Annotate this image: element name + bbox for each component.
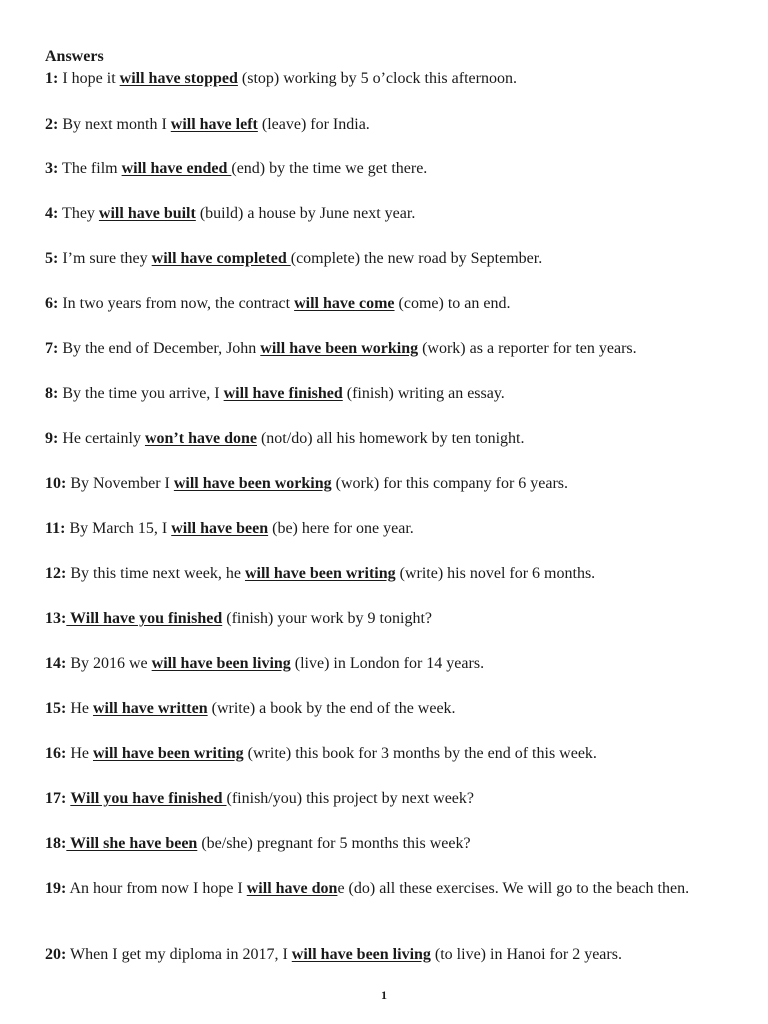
answer-text: will have been living bbox=[291, 946, 431, 963]
answer-text: will have been writing bbox=[92, 745, 244, 762]
answer-line-20 bbox=[45, 944, 735, 966]
answer-line-18 bbox=[45, 833, 735, 855]
sentence-before: I hope it bbox=[58, 70, 120, 87]
answer-text: will have been writing bbox=[244, 565, 396, 582]
sentence-before: I’m sure they bbox=[58, 250, 152, 267]
answer-line-16 bbox=[45, 743, 735, 765]
item-number: 12: bbox=[45, 565, 67, 582]
sentence-before: He certainly bbox=[58, 430, 145, 447]
answer-text: will have been working bbox=[260, 340, 419, 357]
answer-text: will have come bbox=[294, 295, 395, 312]
sentence-after: (finish) writing an essay. bbox=[342, 385, 505, 402]
answer-line-14 bbox=[45, 653, 735, 675]
answer-line-17 bbox=[45, 788, 735, 810]
answer-text: will have been living bbox=[151, 655, 291, 672]
answer-line-10 bbox=[45, 473, 735, 495]
answer-text: will have built bbox=[98, 205, 196, 222]
sentence-after: (finish/you) this project by next week? bbox=[226, 790, 475, 807]
answer-line-6 bbox=[45, 293, 735, 315]
item-number: 8: bbox=[45, 385, 59, 402]
answer-text: will have been bbox=[171, 520, 269, 537]
answer-line-2 bbox=[45, 114, 735, 136]
answer-text: will have written bbox=[92, 700, 208, 717]
answer-text: will have completed bbox=[151, 250, 291, 267]
item-number: 6: bbox=[45, 295, 59, 312]
page-number: 1 bbox=[381, 988, 387, 1002]
item-number: 19: bbox=[45, 880, 67, 897]
answer-text: Will have you finished bbox=[66, 610, 223, 627]
answer-text: Will she have been bbox=[66, 835, 198, 852]
answer-text: will have finished bbox=[223, 385, 343, 402]
answer-line-11 bbox=[45, 518, 735, 540]
item-number: 10: bbox=[45, 475, 67, 492]
item-number: 16: bbox=[45, 745, 67, 762]
sentence-before: By March 15, I bbox=[65, 520, 172, 537]
item-number: 3: bbox=[45, 160, 59, 177]
item-number: 1: bbox=[45, 70, 59, 87]
sentence-after: (work) for this company for 6 years. bbox=[331, 475, 569, 492]
sentence-before: By the end of December, John bbox=[58, 340, 261, 357]
sentence-before: By next month I bbox=[58, 116, 171, 133]
sentence-before: By November I bbox=[66, 475, 174, 492]
item-number: 13: bbox=[45, 610, 67, 627]
sentence-after: (write) this book for 3 months by the end of this week. bbox=[243, 745, 597, 762]
answer-line-19 bbox=[45, 878, 735, 900]
sentence-before: By 2016 we bbox=[66, 655, 152, 672]
sentence-after: (write) a book by the end of the week. bbox=[207, 700, 456, 717]
sentence-before: By the time you arrive, I bbox=[58, 385, 224, 402]
sentence-after: (not/do) all his homework by ten tonight. bbox=[256, 430, 525, 447]
answer-text: will have been working bbox=[173, 475, 332, 492]
answer-text: will have don bbox=[246, 880, 338, 897]
item-number: 9: bbox=[45, 430, 59, 447]
sentence-after: (work) as a reporter for ten years. bbox=[418, 340, 637, 357]
sentence-after: (be/she) pregnant for 5 months this week? bbox=[197, 835, 471, 852]
answer-text: will have ended bbox=[121, 160, 232, 177]
answer-text: will have stopped bbox=[119, 70, 238, 87]
sentence-after: (come) to an end. bbox=[394, 295, 511, 312]
sentence-before: He bbox=[66, 700, 93, 717]
answer-line-15 bbox=[45, 698, 735, 720]
sentence-before: He bbox=[66, 745, 93, 762]
item-number: 18: bbox=[45, 835, 67, 852]
answer-line-5 bbox=[45, 248, 735, 270]
sentence-before: In two years from now, the contract bbox=[58, 295, 295, 312]
answer-line-7 bbox=[45, 338, 735, 360]
sentence-before: By this time next week, he bbox=[66, 565, 245, 582]
sentence-after: (build) a house by June next year. bbox=[195, 205, 416, 222]
sentence-after: e (do) all these exercises. We will go to the beach then. bbox=[337, 880, 690, 897]
item-number: 11: bbox=[45, 520, 66, 537]
sentence-after: (stop) working by 5 o’clock this afternoon. bbox=[237, 70, 517, 87]
answer-line-1 bbox=[45, 68, 735, 90]
item-number: 14: bbox=[45, 655, 67, 672]
answers-heading: Answers bbox=[45, 48, 104, 65]
answer-line-8 bbox=[45, 383, 735, 405]
sentence-after: (to live) in Hanoi for 2 years. bbox=[430, 946, 622, 963]
answer-text: Will you have finished bbox=[70, 790, 227, 807]
answer-text: will have left bbox=[170, 116, 258, 133]
item-number: 4: bbox=[45, 205, 59, 222]
sentence-after: (be) here for one year. bbox=[268, 520, 414, 537]
sentence-before: The film bbox=[58, 160, 122, 177]
item-number: 15: bbox=[45, 700, 67, 717]
sentence-before: They bbox=[58, 205, 99, 222]
item-number: 17: bbox=[45, 790, 67, 807]
answer-text: won’t have done bbox=[144, 430, 257, 447]
answer-line-3 bbox=[45, 158, 735, 180]
sentence-before: When I get my diploma in 2017, I bbox=[66, 946, 292, 963]
sentence-after: (live) in London for 14 years. bbox=[290, 655, 485, 672]
sentence-before: An hour from now I hope I bbox=[66, 880, 247, 897]
item-number: 5: bbox=[45, 250, 59, 267]
answer-line-9 bbox=[45, 428, 735, 450]
sentence-after: (finish) your work by 9 tonight? bbox=[222, 610, 432, 627]
item-number: 2: bbox=[45, 116, 59, 133]
item-number: 20: bbox=[45, 946, 67, 963]
answer-line-12 bbox=[45, 563, 735, 585]
sentence-after: (complete) the new road by September. bbox=[290, 250, 543, 267]
answer-line-13 bbox=[45, 608, 735, 630]
sentence-after: (leave) for India. bbox=[257, 116, 370, 133]
answer-line-4 bbox=[45, 203, 735, 225]
sentence-after: (end) by the time we get there. bbox=[231, 160, 428, 177]
sentence-after: (write) his novel for 6 months. bbox=[395, 565, 596, 582]
item-number: 7: bbox=[45, 340, 59, 357]
